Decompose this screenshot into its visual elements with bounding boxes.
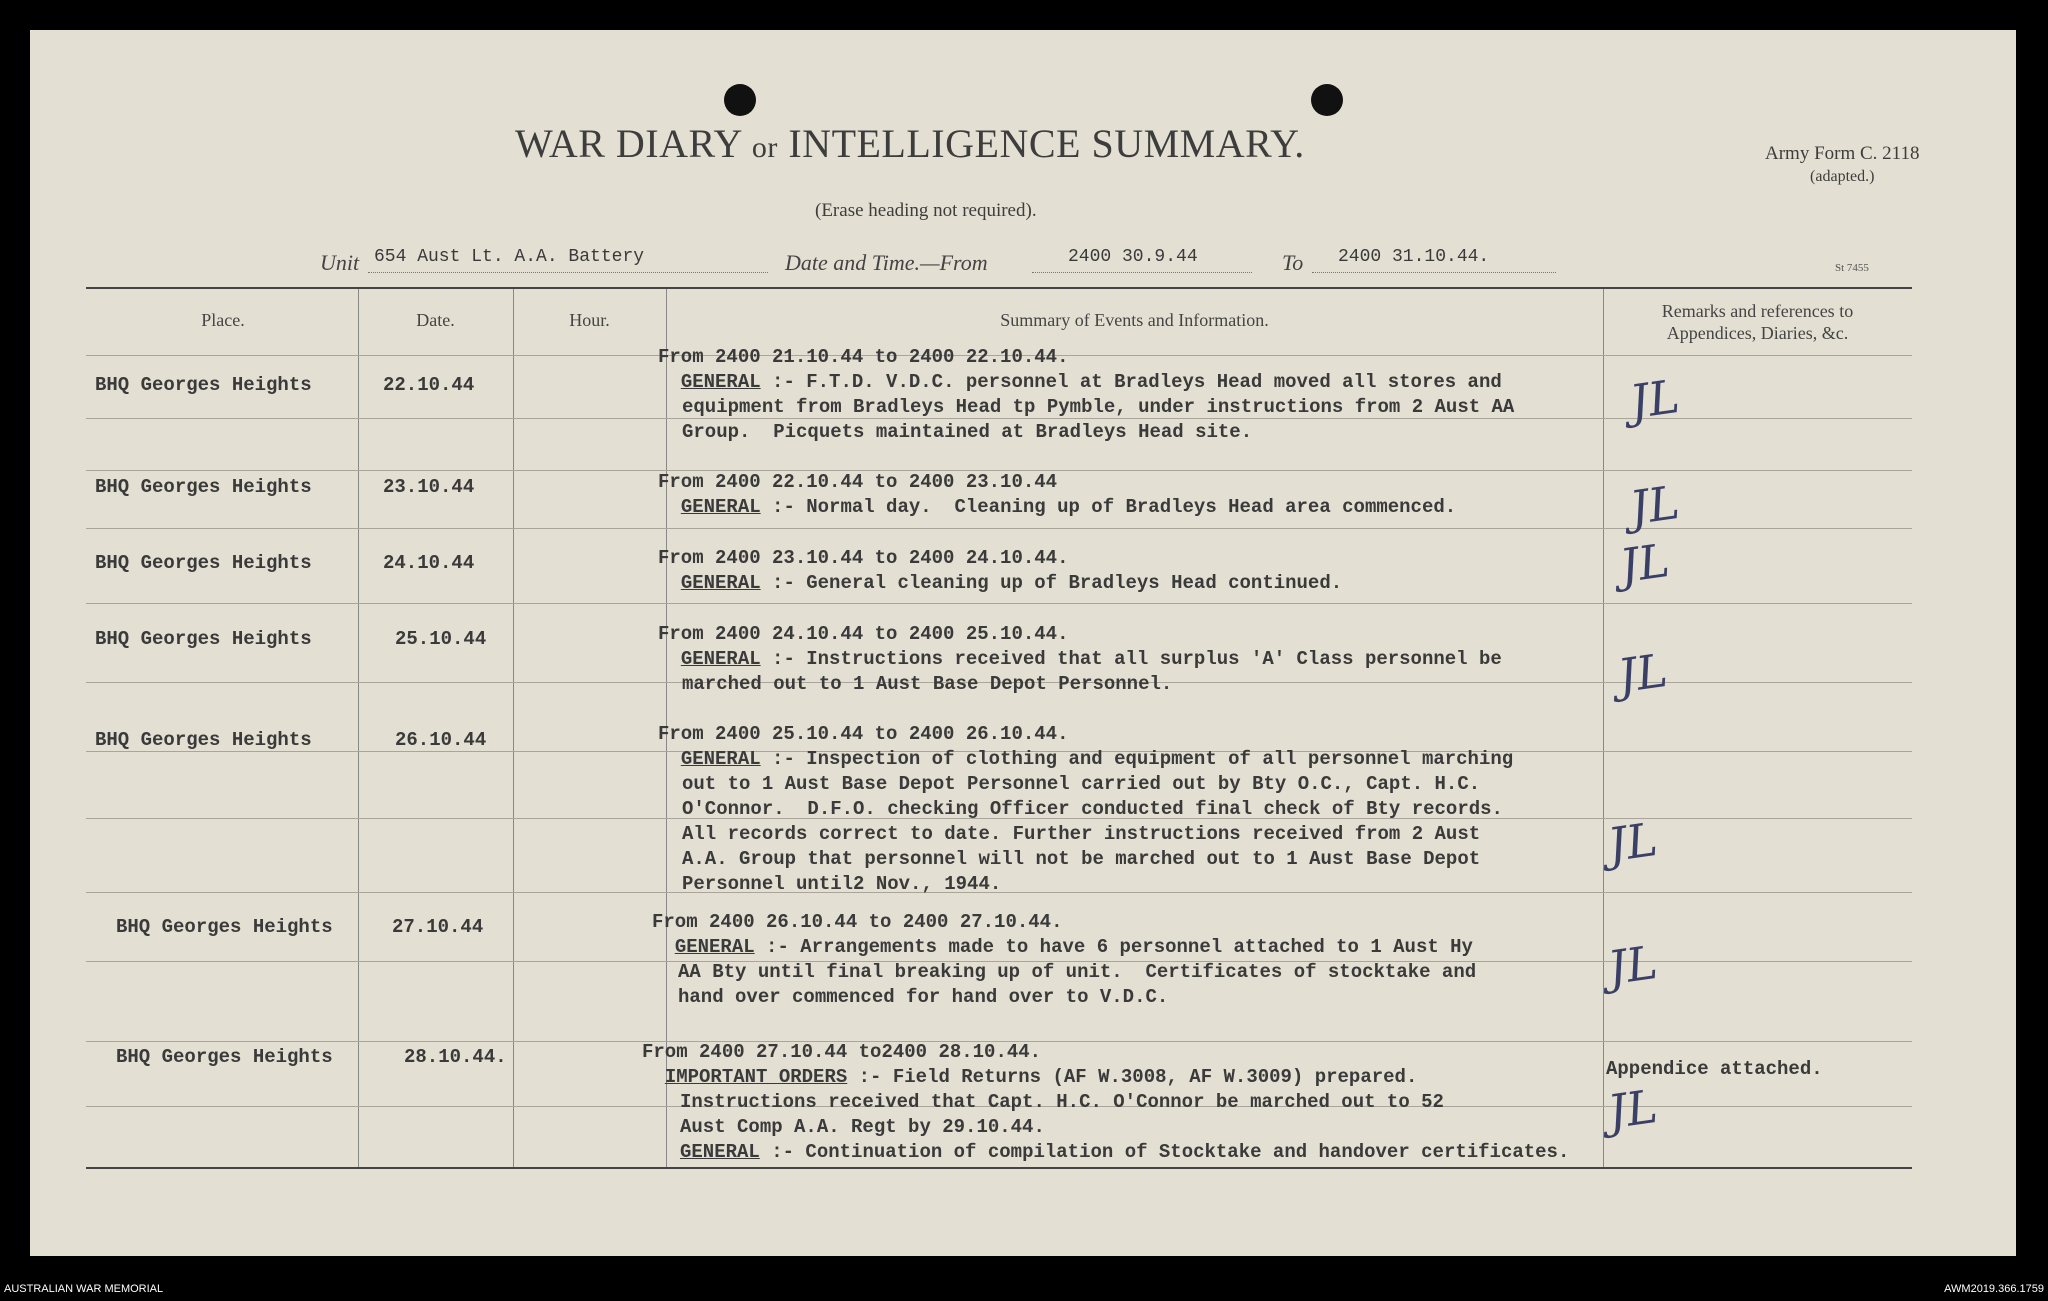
entry-heading-2: GENERAL [680,1141,760,1163]
ruled-line [86,603,1912,604]
date-to-value: 2400 31.10.44. [1338,247,1490,267]
signature-initials: JL [1604,1078,1661,1140]
footer-left: AUSTRALIAN WAR MEMORIAL [4,1283,164,1295]
entry-summary [658,470,1456,520]
entry-place: BHQ Georges Heights [95,374,312,396]
entry-date: 25.10.44 [395,628,487,650]
entry-summary [642,1040,1417,1090]
entry-date: 22.10.44 [383,374,475,396]
entry-text: :- Inspection of clothing and equipment of all personnel marching [760,748,1514,770]
col-header-place: Place. [201,310,245,330]
date-to-dotted-line [1312,272,1556,273]
entry-date: 26.10.44 [395,729,487,751]
col-divider-date [513,289,514,1167]
date-from-dotted-line [1032,272,1252,273]
col-header-remarks [1603,300,1912,344]
title-war-diary: WAR DIARY [515,121,742,166]
stationery-number: St 7455 [1835,262,1869,274]
entry-heading: GENERAL [680,648,761,670]
entry-text: :- Arrangements made to have 6 personnel attached to 1 Aust Hy [754,936,1473,958]
remarks-appendix: Appendice attached. [1606,1058,1823,1080]
subtitle: (Erase heading not required). [815,200,1037,221]
col-header-summary: Summary of Events and Information. [1000,310,1269,330]
entry-heading: GENERAL [680,496,761,518]
entry-place: BHQ Georges Heights [95,552,312,574]
entry-heading: GENERAL [680,371,761,393]
army-form-label [1765,142,1919,188]
punch-hole-right [1311,84,1343,116]
unit-value: 654 Aust Lt. A.A. Battery [374,247,645,267]
col-divider-place [358,289,359,1167]
army-form-adapted: (adapted.) [1810,168,1875,185]
entry-summary [658,546,1342,596]
entry-text: :- Normal day. Cleaning up of Bradleys Head area commenced. [760,496,1457,518]
entry-date: 24.10.44 [383,552,475,574]
signature-initials: JL [1616,532,1673,594]
entry-summary-continued: equipment from Bradleys Head tp Pymble, under instructions from 2 Aust AA Group. Picquets maintained at Bradleys Head site. [682,396,1515,443]
entry-text-2: :- Continuation of compilation of Stocktake and handover certificates. [759,1141,1570,1163]
date-time-label: Date and Time.—From [785,250,988,275]
entry-summary [658,345,1502,395]
signature-initials: JL [1604,934,1661,996]
entry-summary [652,910,1473,960]
entry-summary-continued: out to 1 Aust Base Depot Personnel carried out by Bty O.C., Capt. H.C. O'Connor. D.F.O. checking Officer conducted final check of Bty records. All records correct to date. Further instructions received from 2 Aust A.A. Group that personnel will not be marched out to 1 Aust Base Depot Personnel until2 Nov., 1944. [682,773,1503,895]
entry-heading: GENERAL [680,572,761,594]
date-from-value: 2400 30.9.44 [1068,247,1198,267]
signature-initials: JL [1626,368,1683,430]
to-label: To [1282,250,1304,275]
entry-period: From 2400 27.10.44 to2400 28.10.44. [642,1041,1042,1063]
entry-date: 28.10.44. [404,1046,507,1068]
entry-period: From 2400 22.10.44 to 2400 23.10.44 [658,471,1058,493]
col-header-hour: Hour. [569,310,610,330]
entry-place: BHQ Georges Heights [95,476,312,498]
entry-period: From 2400 21.10.44 to 2400 22.10.44. [658,346,1069,368]
entry-summary-continued: marched out to 1 Aust Base Depot Personnel. [682,673,1173,695]
army-form-number: Army Form C. 2118 [1765,143,1920,164]
entry-text: :- F.T.D. V.D.C. personnel at Bradleys Head moved all stores and [760,371,1502,393]
col-header-remarks-line1: Remarks and references to [1661,301,1854,321]
punch-hole-left [724,84,756,116]
entry-summary-continued: AA Bty until final breaking up of unit. Certificates of stocktake and hand over commenced for hand over to V.D.C. [678,961,1477,1008]
entry-heading: GENERAL [674,936,755,958]
bottom-rule [86,1167,1912,1169]
unit-dotted-line [368,272,768,273]
entry-period: From 2400 23.10.44 to 2400 24.10.44. [658,547,1069,569]
entry-heading: GENERAL [680,748,761,770]
signature-initials: JL [1604,811,1661,873]
entry-summary [658,622,1502,672]
entry-summary-continued: Instructions received that Capt. H.C. O'Connor be marched out to 52 Aust Comp A.A. Regt by 29.10.44. [680,1091,1444,1138]
signature-initials: JL [1614,642,1671,704]
entry-summary-second [680,1140,1569,1165]
entry-text: :- General cleaning up of Bradleys Head continued. [760,572,1343,594]
col-header-remarks-line2: Appendices, Diaries, &c. [1666,323,1849,343]
footer-right: AWM2019.366.1759 [1944,1283,2044,1295]
entry-text: :- Instructions received that all surplus 'A' Class personnel be [760,648,1502,670]
col-header-date: Date. [416,310,455,330]
entry-text: :- Field Returns (AF W.3008, AF W.3009) prepared. [847,1066,1418,1088]
entry-period: From 2400 24.10.44 to 2400 25.10.44. [658,623,1069,645]
entry-place: BHQ Georges Heights [95,628,312,650]
entry-period: From 2400 25.10.44 to 2400 26.10.44. [658,723,1069,745]
signature-initials: JL [1626,474,1683,536]
entry-place: BHQ Georges Heights [116,1046,333,1068]
entry-place: BHQ Georges Heights [95,729,312,751]
entry-summary [658,722,1513,772]
unit-label: Unit [320,250,360,275]
title-or: or [751,131,778,164]
entry-date: 27.10.44 [392,916,484,938]
entry-heading: IMPORTANT ORDERS [664,1066,848,1088]
entry-place: BHQ Georges Heights [116,916,333,938]
top-rule [86,287,1912,289]
document-title [515,120,1305,167]
entry-period: From 2400 26.10.44 to 2400 27.10.44. [652,911,1063,933]
entry-date: 23.10.44 [383,476,475,498]
col-divider-summary [1603,289,1604,1167]
title-intelligence-summary: INTELLIGENCE SUMMARY. [788,121,1305,166]
